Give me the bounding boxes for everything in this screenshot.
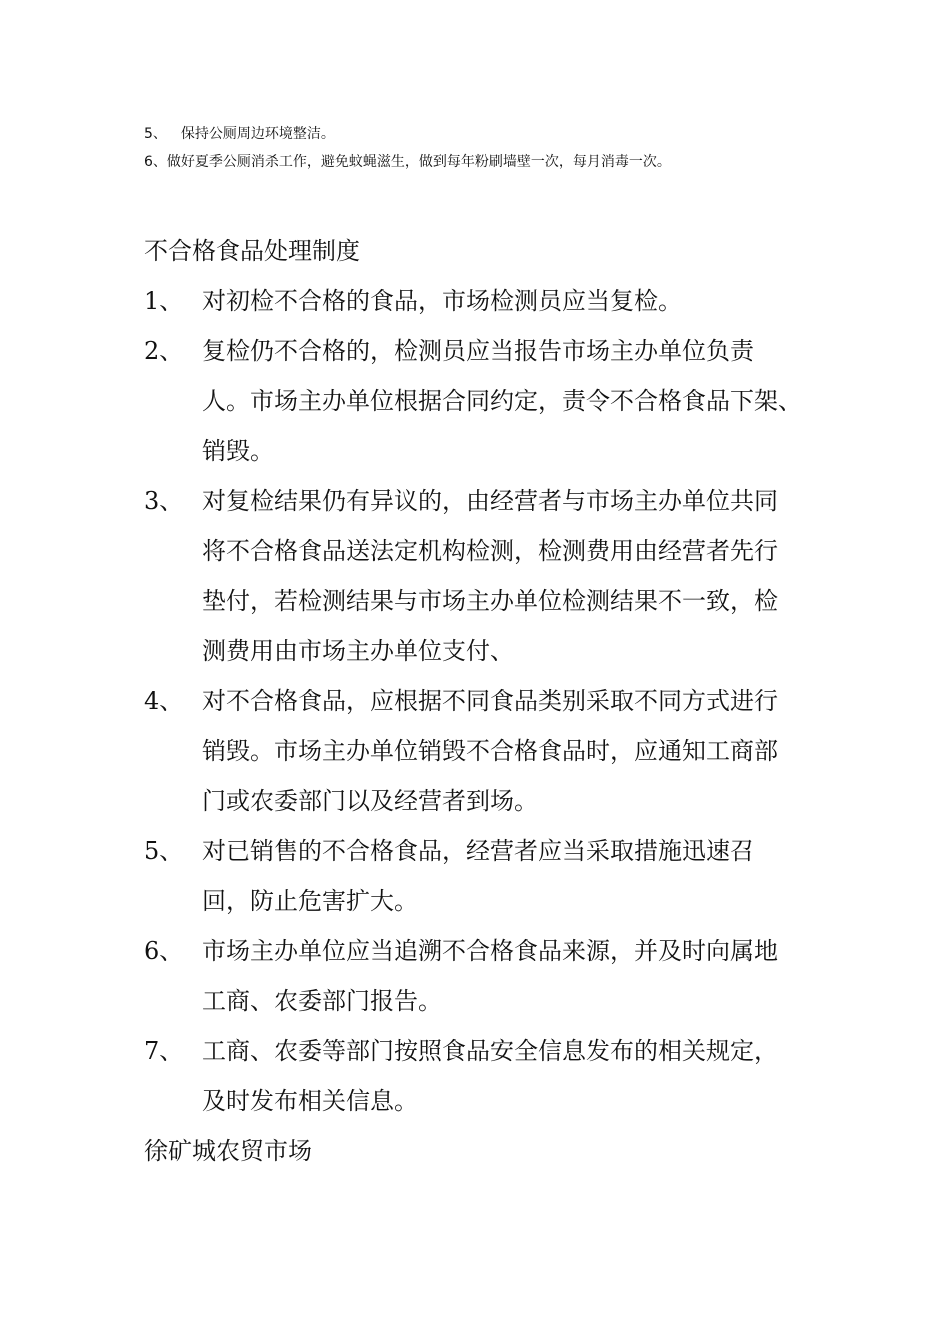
rule-text-line: 将不合格食品送法定机构检测，检测费用由经营者先行 bbox=[202, 537, 778, 565]
rule-number: 7、 bbox=[144, 1037, 184, 1065]
list-item bbox=[144, 148, 844, 176]
rule-text bbox=[202, 826, 802, 926]
rule-text-line: 销毁。 bbox=[202, 437, 274, 465]
list-item-number: 5、 bbox=[144, 126, 167, 142]
rule-text-line: 工商、农委等部门按照食品安全信息发布的相关规定， bbox=[202, 1037, 778, 1065]
rule-text-line: 及时发布相关信息。 bbox=[202, 1087, 418, 1115]
top-list bbox=[144, 120, 844, 176]
list-item bbox=[144, 120, 844, 148]
rule-text bbox=[202, 676, 802, 826]
rule-number: 1、 bbox=[144, 287, 184, 315]
rule-text-line: 销毁。市场主办单位销毁不合格食品时，应通知工商部 bbox=[202, 737, 778, 765]
rule-item bbox=[144, 676, 824, 826]
list-item-text: 做好夏季公厕消杀工作，避免蚊蝇滋生，做到每年粉刷墙壁一次，每月消毒一次。 bbox=[166, 154, 671, 170]
rule-text-line: 市场主办单位应当追溯不合格食品来源，并及时向属地 bbox=[202, 937, 778, 965]
rule-text-line: 人。市场主办单位根据合同约定，责令不合格食品下架、 bbox=[202, 387, 802, 415]
rule-text-line: 门或农委部门以及经营者到场。 bbox=[202, 787, 538, 815]
rule-text bbox=[202, 276, 802, 326]
rule-text-line: 回，防止危害扩大。 bbox=[202, 887, 418, 915]
policy-section bbox=[144, 226, 824, 1176]
rule-text bbox=[202, 326, 802, 476]
rule-number: 5、 bbox=[144, 837, 184, 865]
rule-text-line: 对初检不合格的食品，市场检测员应当复检。 bbox=[202, 287, 682, 315]
rule-item bbox=[144, 826, 824, 926]
rule-number: 4、 bbox=[144, 687, 184, 715]
rule-item bbox=[144, 276, 824, 326]
rule-item bbox=[144, 476, 824, 676]
rule-item bbox=[144, 326, 824, 476]
rule-text-line: 复检仍不合格的，检测员应当报告市场主办单位负责 bbox=[202, 337, 754, 365]
section-title: 不合格食品处理制度 bbox=[144, 237, 360, 265]
rule-text bbox=[202, 926, 802, 1026]
rule-text-line: 对不合格食品，应根据不同食品类别采取不同方式进行 bbox=[202, 687, 778, 715]
list-item-number: 6、 bbox=[144, 154, 167, 170]
rule-number: 3、 bbox=[144, 487, 184, 515]
rule-item bbox=[144, 926, 824, 1026]
rule-text-line: 垫付，若检测结果与市场主办单位检测结果不一致，检 bbox=[202, 587, 778, 615]
rule-text-line: 对已销售的不合格食品，经营者应当采取措施迅速召 bbox=[202, 837, 754, 865]
rule-text-line: 工商、农委部门报告。 bbox=[202, 987, 442, 1015]
rule-text-line: 测费用由市场主办单位支付、 bbox=[202, 637, 514, 665]
rule-text bbox=[202, 476, 802, 676]
list-item-text: 保持公厕周边环境整洁。 bbox=[180, 126, 335, 142]
rule-text bbox=[202, 1026, 802, 1126]
rule-item bbox=[144, 1026, 824, 1126]
organization-name: 徐矿城农贸市场 bbox=[144, 1137, 312, 1165]
rule-list bbox=[144, 276, 824, 1126]
rule-number: 2、 bbox=[144, 337, 184, 365]
rule-number: 6、 bbox=[144, 937, 184, 965]
rule-text-line: 对复检结果仍有异议的，由经营者与市场主办单位共同 bbox=[202, 487, 778, 515]
